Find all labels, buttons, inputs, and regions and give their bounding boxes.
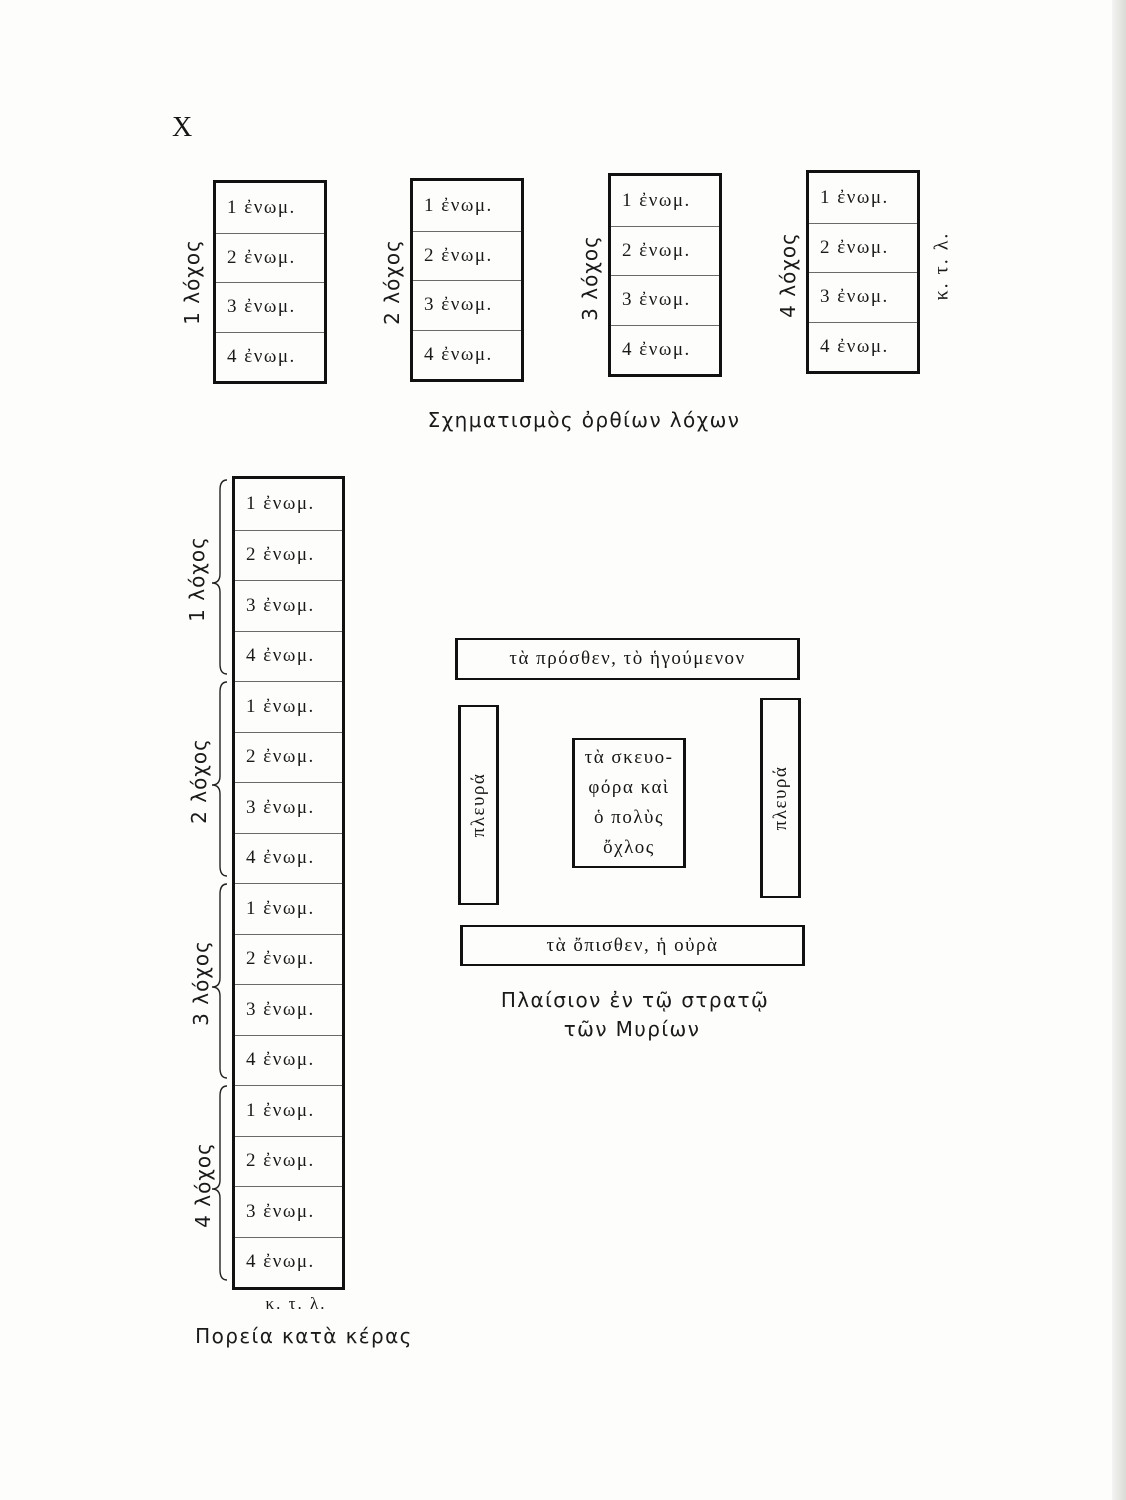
- column-company-label: 3 λόχος: [189, 940, 213, 1026]
- enomotia-row: 1 ἐνωμ.: [246, 493, 315, 515]
- enomotia-row: 1 ἐνωμ.: [227, 196, 296, 218]
- enomotia-row: 2 ἐνωμ.: [235, 732, 342, 783]
- right-flank-label: πλευρά: [769, 765, 791, 831]
- upright-company-box: [213, 180, 327, 384]
- company-brace: [212, 682, 227, 876]
- company-brace: [212, 480, 227, 674]
- upright-company-label: 2 λόχος: [380, 239, 404, 325]
- baggage-box: [572, 738, 686, 868]
- enomotia-row: 4 ἐνωμ.: [611, 325, 719, 375]
- enomotia-row: 1 ἐνωμ.: [424, 194, 493, 216]
- front-label: τὰ πρόσθεν, τὸ ἡγούμενον: [509, 648, 746, 669]
- enomotia-row: 3 ἐνωμ.: [809, 272, 917, 322]
- square-caption-line-1: Πλαίσιον ἐν τῷ στρατῷ: [500, 988, 770, 1012]
- column-company-label: 4 λόχος: [191, 1142, 215, 1228]
- enomotia-row: 4 ἐνωμ.: [235, 631, 342, 682]
- enomotia-row: 3 ἐνωμ.: [235, 782, 342, 833]
- enomotia-row: 3 ἐνωμ.: [216, 282, 324, 332]
- enomotia-row: 4 ἐνωμ.: [235, 833, 342, 884]
- column-march-caption: Πορεία κατὰ κέρας: [195, 1324, 413, 1348]
- upright-company-label: 3 λόχος: [578, 235, 602, 321]
- baggage-line: ὁ πολὺς: [594, 807, 664, 828]
- upright-company-box: [608, 173, 722, 377]
- enomotia-row: 2 ἐνωμ.: [235, 530, 342, 581]
- upright-company-label: 1 λόχος: [180, 239, 204, 325]
- upright-company-label: 4 λόχος: [776, 232, 800, 318]
- enomotia-row: 3 ἐνωμ.: [235, 1186, 342, 1237]
- enomotia-row: 4 ἐνωμ.: [216, 332, 324, 382]
- enomotia-row: 3 ἐνωμ.: [611, 275, 719, 325]
- left-flank-box: [458, 705, 499, 905]
- baggage-line: φόρα καὶ: [588, 777, 670, 798]
- upright-company-box: [410, 178, 524, 382]
- enomotia-row: 2 ἐνωμ.: [611, 226, 719, 276]
- enomotia-row: 3 ἐνωμ.: [235, 984, 342, 1035]
- upright-etc-label: κ. τ. λ.: [930, 231, 953, 301]
- baggage-line: τὰ σκευο-: [584, 747, 674, 768]
- enomotia-row: 1 ἐνωμ.: [622, 189, 691, 211]
- enomotia-row: 2 ἐνωμ.: [809, 223, 917, 273]
- enomotia-row: 3 ἐνωμ.: [235, 580, 342, 631]
- company-brace: [212, 884, 227, 1078]
- enomotia-row: 4 ἐνωμ.: [413, 330, 521, 380]
- column-march-box: [232, 476, 345, 1290]
- enomotia-row: 1 ἐνωμ.: [235, 681, 342, 732]
- enomotia-row: 4 ἐνωμ.: [235, 1237, 342, 1288]
- column-company-label: 1 λόχος: [185, 536, 209, 622]
- enomotia-row: 1 ἐνωμ.: [820, 186, 889, 208]
- page-marker: X: [172, 112, 194, 143]
- upright-company-box: [806, 170, 920, 374]
- enomotia-row: 2 ἐνωμ.: [235, 1136, 342, 1187]
- scan-edge: [1112, 0, 1126, 1500]
- enomotia-row: 2 ἐνωμ.: [413, 231, 521, 281]
- rear-label: τὰ ὄπισθεν, ἡ οὐρὰ: [546, 934, 719, 956]
- baggage-line: ὄχλος: [603, 837, 655, 858]
- enomotia-row: 4 ἐνωμ.: [235, 1035, 342, 1086]
- enomotia-row: 1 ἐνωμ.: [235, 1085, 342, 1136]
- enomotia-row: 2 ἐνωμ.: [235, 934, 342, 985]
- enomotia-row: 3 ἐνωμ.: [413, 280, 521, 330]
- column-etc-label: κ. τ. λ.: [265, 1294, 327, 1313]
- column-company-label: 2 λόχος: [187, 738, 211, 824]
- rear-bar: [460, 925, 805, 966]
- enomotia-row: 4 ἐνωμ.: [809, 322, 917, 372]
- enomotia-row: 2 ἐνωμ.: [216, 233, 324, 283]
- front-bar: [455, 638, 800, 680]
- left-flank-label: πλευρά: [467, 772, 489, 838]
- enomotia-row: 1 ἐνωμ.: [235, 883, 342, 934]
- upright-formation-caption: Σχηματισμὸς ὀρθίων λόχων: [427, 408, 741, 432]
- square-caption-line-2: τῶν Μυρίων: [563, 1017, 701, 1041]
- right-flank-box: [760, 698, 801, 898]
